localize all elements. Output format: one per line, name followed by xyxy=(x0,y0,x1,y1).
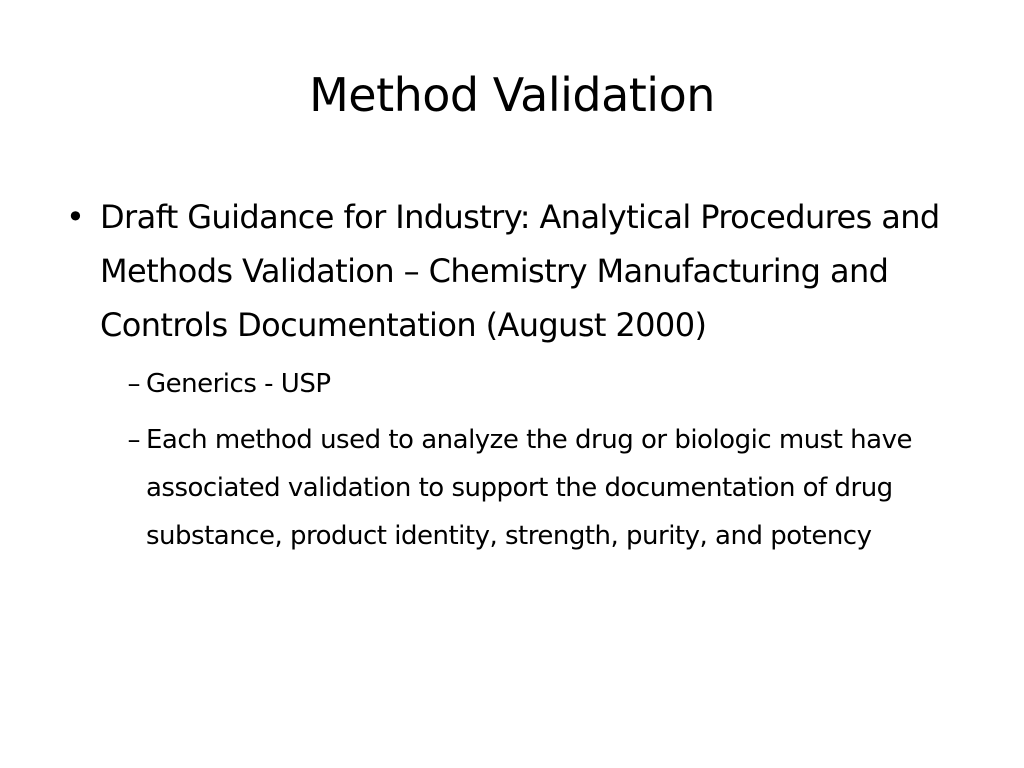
sub-bullet-text: Generics - USP xyxy=(146,369,331,399)
sub-bullet-list xyxy=(100,360,966,560)
slide-title: Method Validation xyxy=(309,68,715,122)
bullet-icon: • xyxy=(66,198,85,236)
sub-bullet-item xyxy=(100,360,966,408)
bullet-item xyxy=(66,190,966,560)
bullet-text: Draft Guidance for Industry: Analytical Procedures and Methods Validation – Chemistry Manufacturing and Controls Documentation (August 2000) xyxy=(100,198,940,344)
dash-icon: – xyxy=(127,425,140,455)
sub-bullet-text: Each method used to analyze the drug or biologic must have associated validation to support the documentation of drug substance, product identity, strength, purity, and potency xyxy=(146,425,912,551)
dash-icon: – xyxy=(127,369,140,399)
bullet-list xyxy=(66,190,966,568)
sub-bullet-item xyxy=(100,416,966,560)
